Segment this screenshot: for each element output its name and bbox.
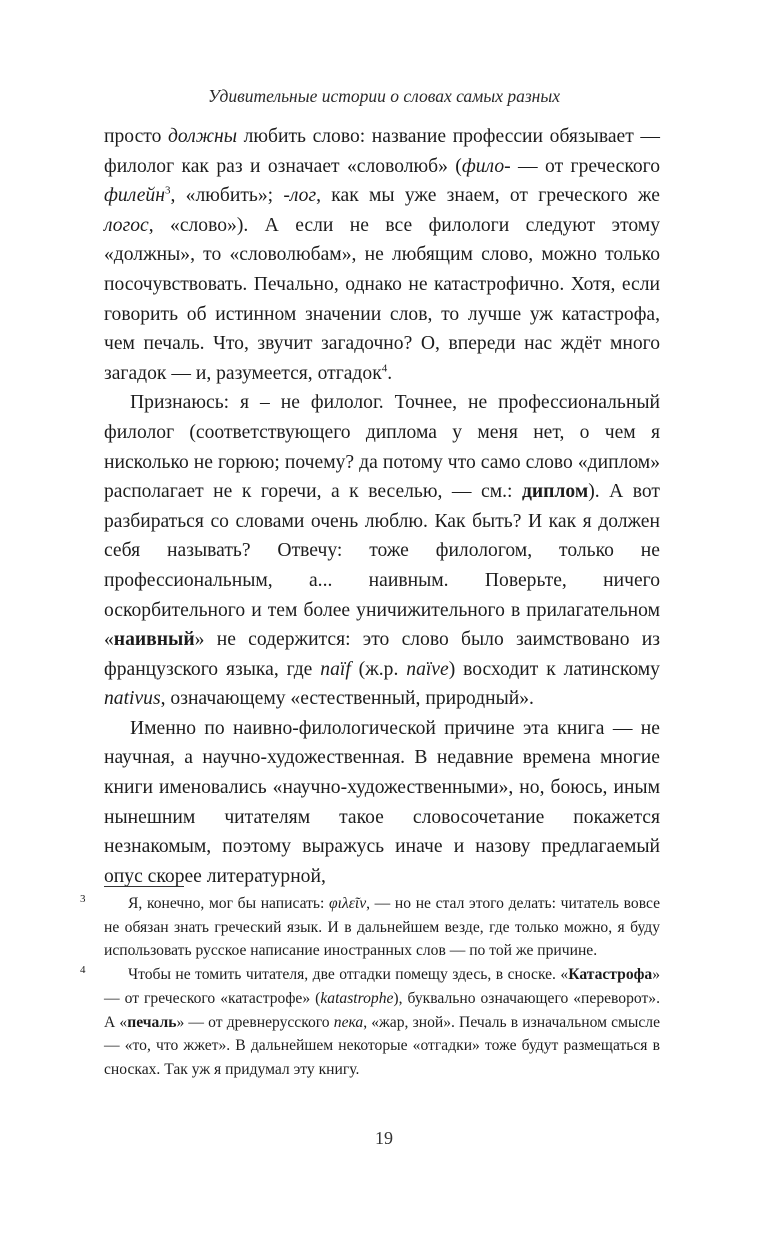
text-run: Именно по наивно-филологической причине эта книга — не научная, а научно-художественная. В недавние времена многие книги именовались «научно-художественными», но, боюсь, иным нынешним читателям такое словосочетание покажется незнакомым, поэтому выражусь иначе и назову предлагаемый опус скорее литературной, [104,717,660,887]
text-run: . [387,362,393,384]
text-run: , «жар, зной». Печаль в изначальном смысле — «то, что жжет». В дальнейшем некоторые «отгадки» тоже будут размещаться в сносках. Так уж я придумал эту книгу. [104,1013,660,1078]
text-run: Чтобы не томить читателя, две отгадки помещу здесь, в сноске. « [128,966,569,984]
text-run: » — от древнерусского [176,1013,334,1031]
main-text [104,122,660,891]
paragraph-3 [104,714,660,892]
italic-term: должны [167,126,237,147]
italic-term: nativus [104,688,161,710]
footnote-number: 3 [80,893,86,905]
text-run: » — от греческого «катастрофе» ( [104,966,660,1007]
bold-keyword: диплом [521,481,589,503]
text-run: Я, конечно, мог бы написать: [128,895,329,912]
text-run: , «слово»). А если не все филологи следуют этому «должны», то «словолюбам», не любящим слово, можно только посочувствовать. Печально, однако не катастрофично. Хотя, если говорить об истинном значении слов, то лучше уж катастрофа, чем печаль. Что, звучит загадочно? О, впереди нас ждёт много загадок — и, разумеется, отгадок [104,214,660,384]
text-run: , «любить»; [170,185,284,207]
italic-term: naïve [406,658,449,680]
text-run: ), буквально означающего «переворот». А « [104,989,660,1031]
italic-term: логос [104,214,149,236]
text-run: ). А вот разбираться со словами очень люблю. Как быть? И как я должен себя называть? Отвечу: тоже филологом, только не профессиональным, а... наивным. Поверьте, ничего оскорбительного и тем более уничижительного в прилагательном « [104,481,660,651]
footnote-4 [80,963,660,1082]
text-run: просто [104,126,168,147]
text-run: , означающему «естественный, природный». [160,688,534,710]
text-run: , как мы уже знаем, от греческого же [316,185,660,207]
footnote-ref-3[interactable]: 3 [164,184,171,197]
bold-keyword: печаль [127,1013,177,1031]
footnote-number: 4 [80,964,86,977]
text-run: — от греческого [510,155,660,177]
footnotes [80,892,660,1082]
italic-term: филейн [104,185,165,207]
paragraph-1 [104,122,660,388]
italic-term: naïf [320,658,351,680]
paragraph-2 [104,388,660,714]
italic-term: φιλεῖν [329,895,367,912]
text-run: ) восходит к латинскому [448,658,660,680]
italic-term: фило- [461,155,511,177]
footnote-divider [104,886,184,887]
running-head: Удивительные истории о словах самых разных [208,86,560,106]
text-run: (ж.р. [350,658,407,680]
italic-term: katastrophe [320,989,394,1007]
bold-keyword: Катастрофа [568,966,653,984]
page-number: 19 [375,1128,393,1148]
text-run: , — но не стал этого делать: читатель вовсе не обязан знать греческий язык. И в дальнейшем везде, где только можно, я буду использовать русское написание иностранных слов — по той же причине. [104,895,660,960]
text-run: » не содержится: это слово было заимствовано из французского языка, где [104,629,660,680]
footnote-3 [80,892,660,963]
italic-term: -лог [283,185,317,207]
text-run: Признаюсь: я – не филолог. Точнее, не профессиональный филолог (соответствующего диплома у меня нет, о чем я нисколько не горюю; почему? да потому что само слово «диплом» располагает не к горечи, а к веселью, — см.: [104,392,660,503]
text-run: любить слово: название профессии обязывает — филолог как раз и означает «словолюб» ( [104,126,660,177]
bold-keyword: наивный [113,629,195,651]
footnote-ref-4[interactable]: 4 [381,362,388,375]
italic-term: пека [333,1013,364,1031]
